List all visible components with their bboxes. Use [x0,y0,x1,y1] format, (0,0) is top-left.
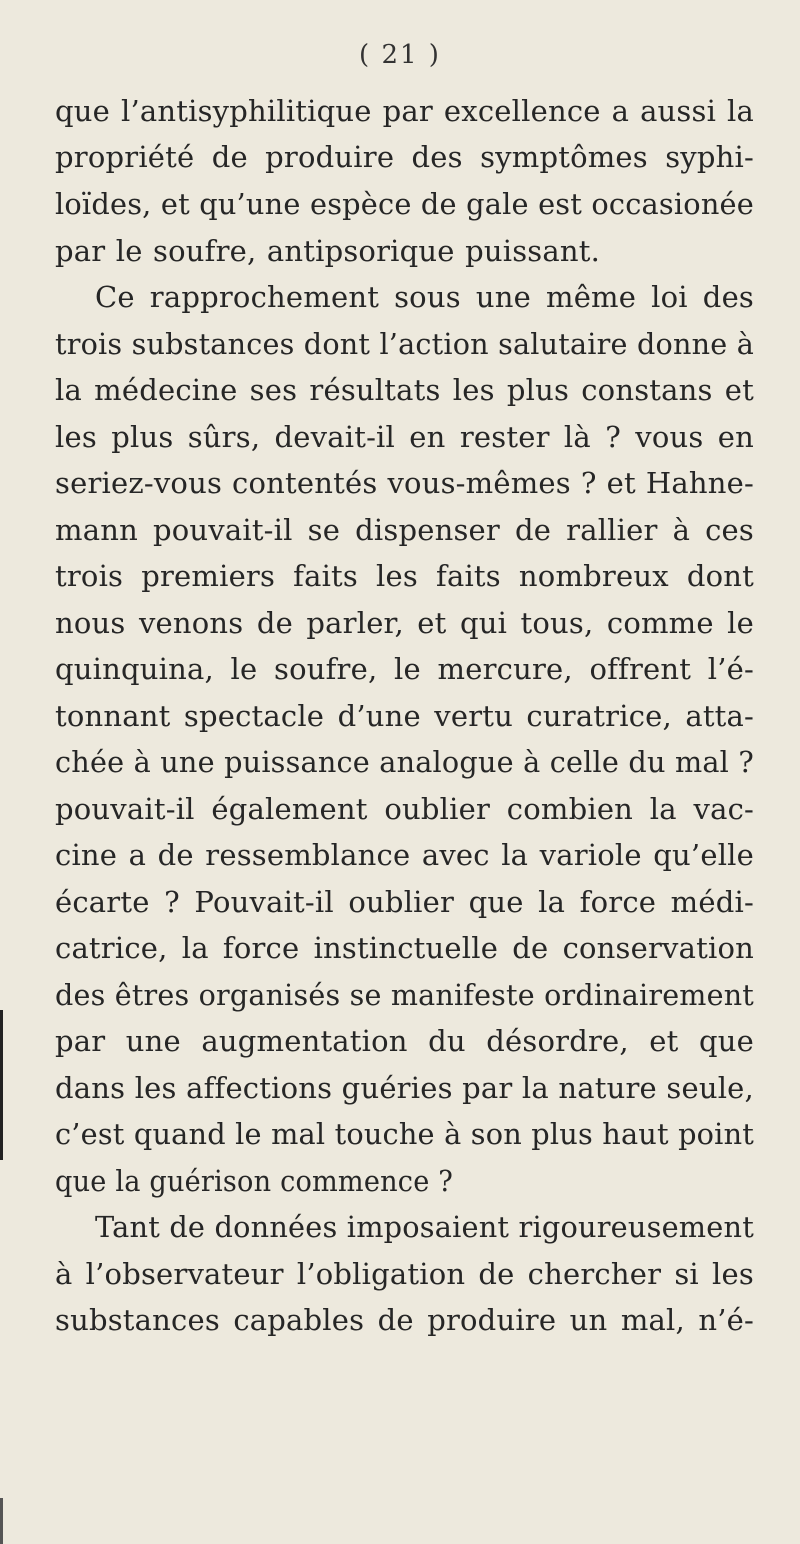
text-line: nous venons de parler, et qui tous, comme le [55,606,755,640]
text-line: les plus sûrs, devait-il en rester là ? vous en [55,420,754,454]
text-line: que l’antisyphilitique par excellence a aussi la [55,94,755,128]
text-line: dans les affections guéries par la nature seule, [55,1071,754,1105]
text-line: tonnant spectacle d’une vertu curatrice, atta- [55,699,755,733]
text-line: cine a de ressemblance avec la variole qu’elle [55,838,755,872]
text-line: que la guérison commence ? [55,1164,454,1198]
text-line: par une augmentation du désordre, et que [55,1024,754,1058]
text-line: des êtres organisés se manifeste ordinairement [55,978,754,1012]
text-line: écarte ? Pouvait-il oublier que la force médi- [55,885,754,919]
text-line: trois premiers faits les faits nombreux dont [55,559,755,593]
text-line: par le soufre, antipsorique puissant. [55,234,601,268]
text-line: à l’observateur l’obligation de chercher si les [55,1257,754,1291]
text-line: Ce rapprochement sous une même loi des [95,280,755,314]
text-line: mann pouvait-il se dispenser de rallier à ces [55,513,754,547]
bottom-margin-rule [0,1498,3,1544]
text-line: quinquina, le soufre, le mercure, offrent l’é- [55,652,755,686]
text-line: chée à une puissance analogue à celle du mal ? [55,745,754,779]
text-line: loïdes, et qu’une espèce de gale est occasionée [55,187,755,221]
text-line: substances capables de produire un mal, n’é- [55,1303,754,1337]
text-line: pouvait-il également oublier combien la vac- [55,792,755,826]
text-line: c’est quand le mal touche à son plus haut point [55,1117,755,1151]
text-line: propriété de produire des symptômes syphi- [55,140,754,174]
text-line: Tant de données imposaient rigoureusement [95,1210,754,1244]
left-margin-rule [0,1010,3,1160]
text-line: catrice, la force instinctuelle de conservation [55,931,754,965]
text-line: seriez-vous contentés vous-mêmes ? et Hahne- [55,466,754,500]
text-line: trois substances dont l’action salutaire donne à [55,327,754,361]
page-number: ( 21 ) [359,40,441,70]
text-line: la médecine ses résultats les plus constans et [55,373,754,407]
